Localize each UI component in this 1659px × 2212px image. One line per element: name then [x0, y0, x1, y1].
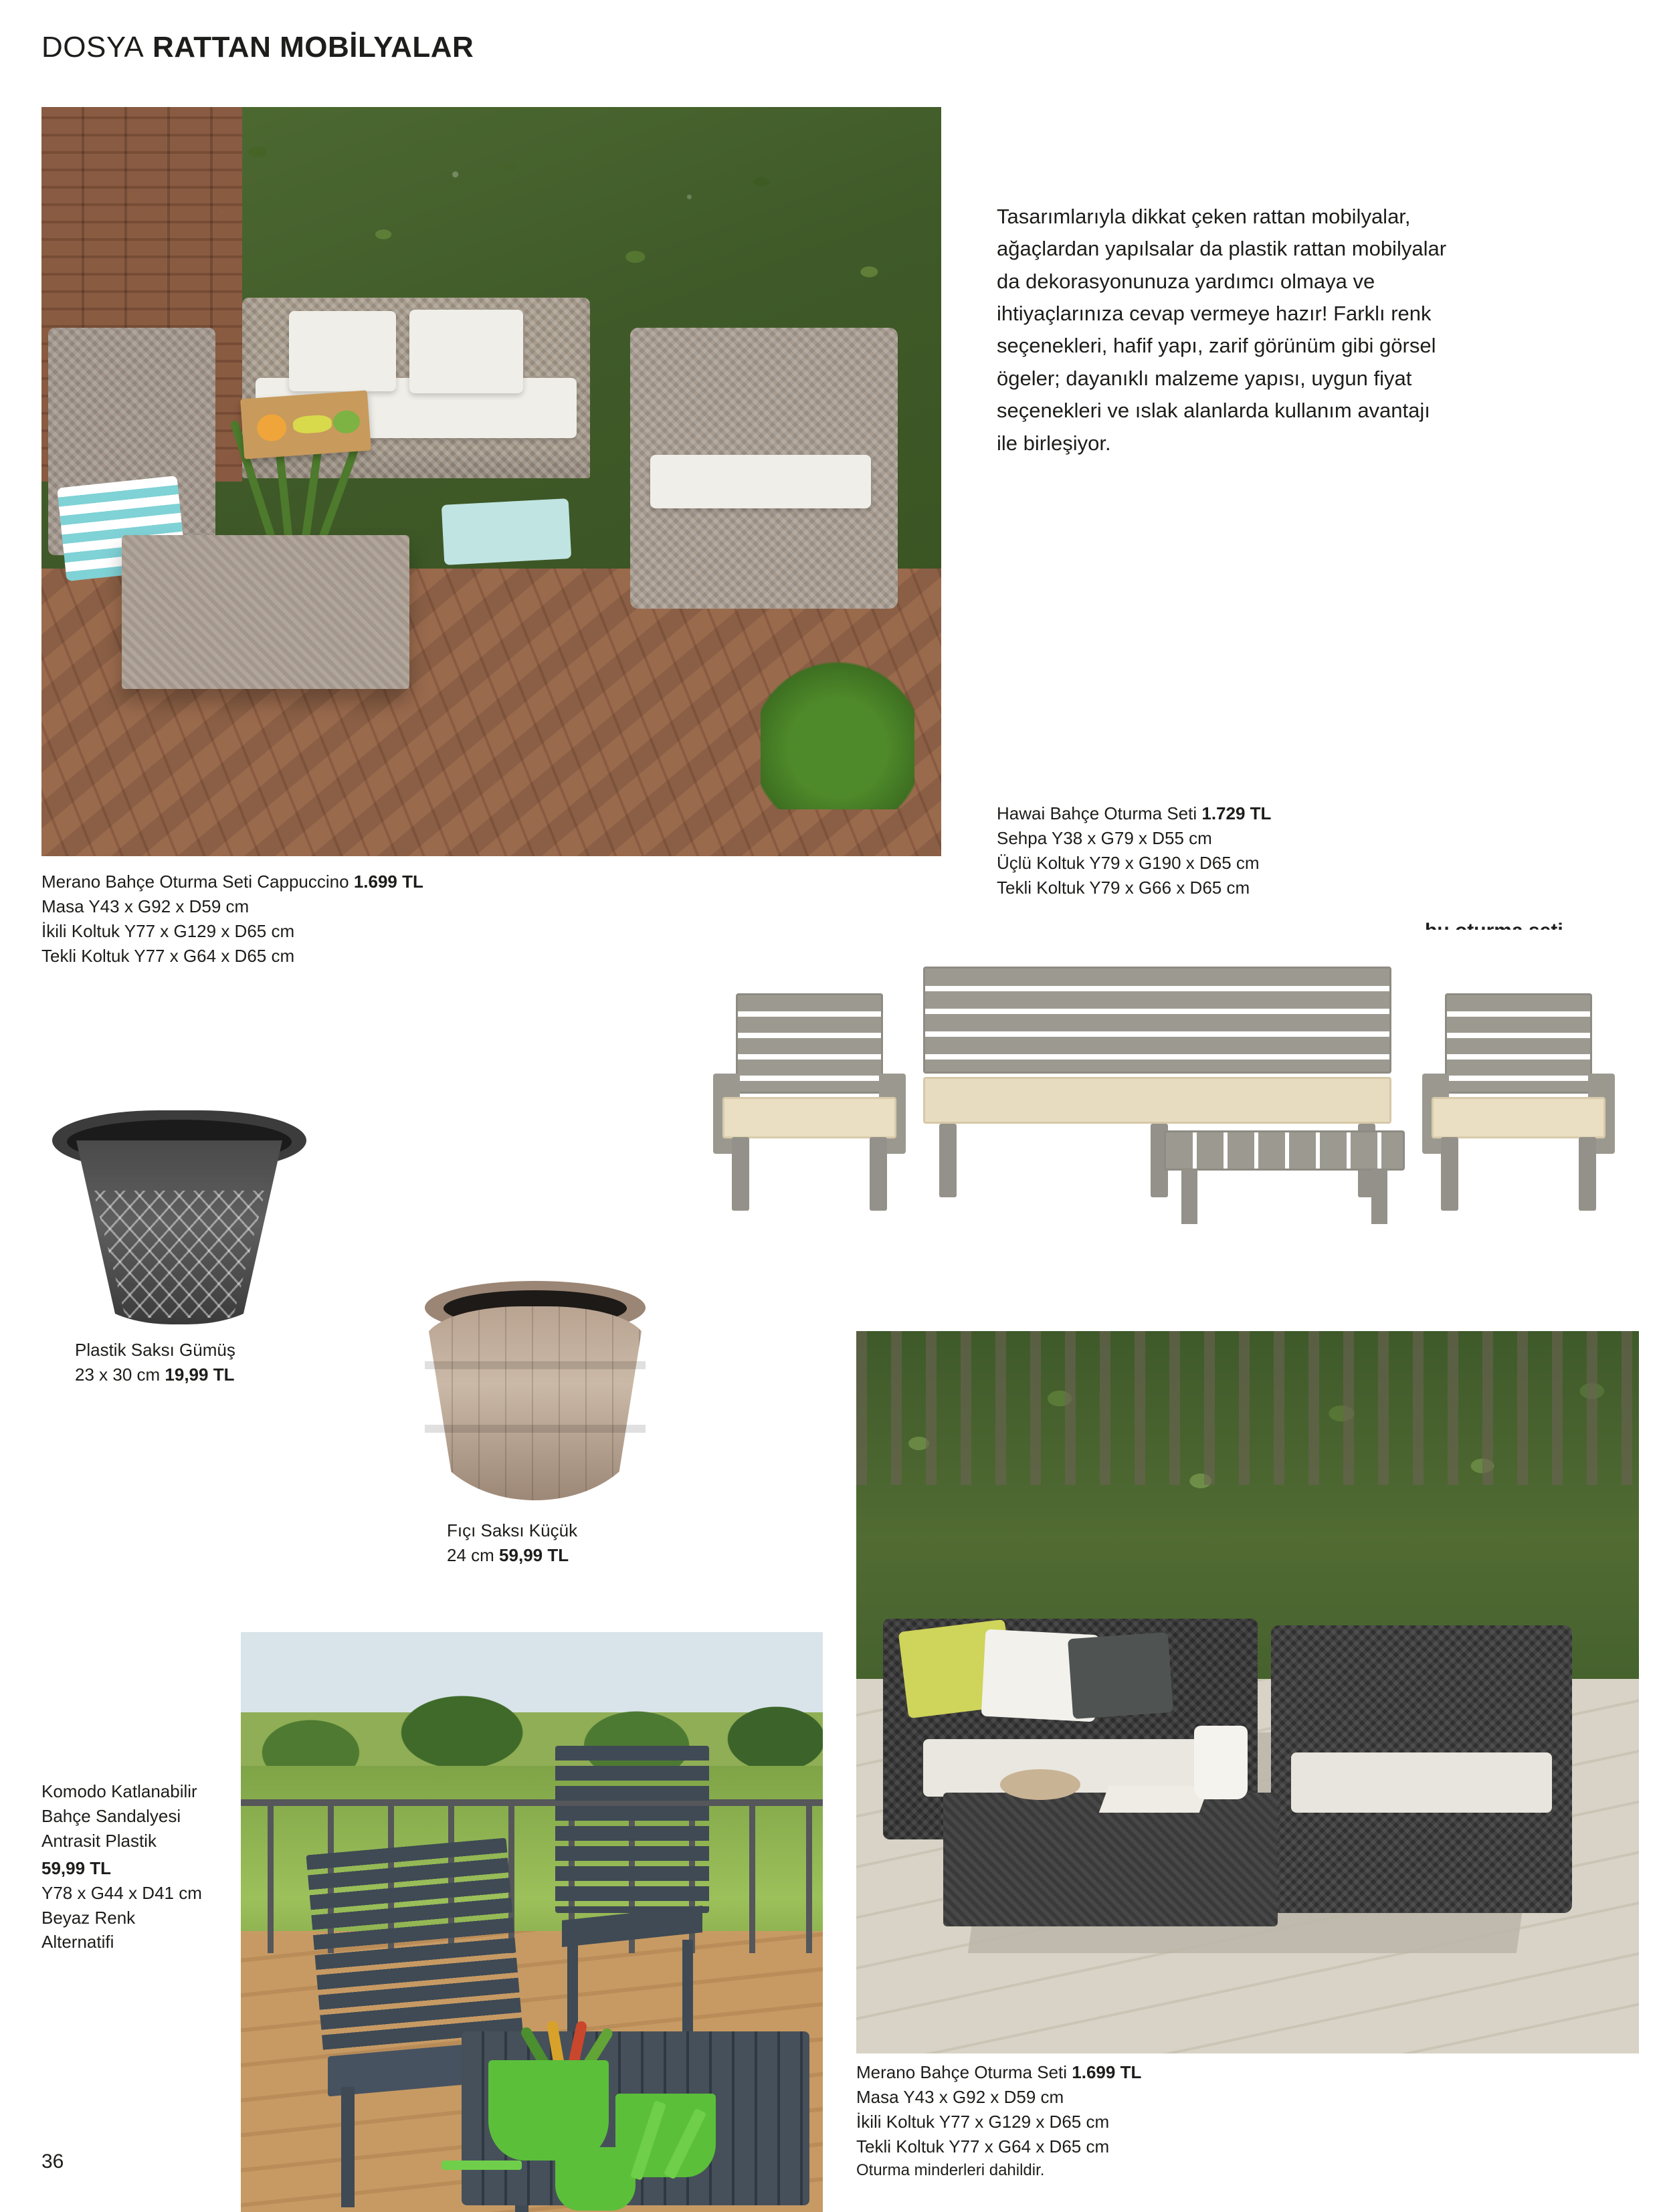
pot-barrel-name: Fıçı Saksı Küçük [447, 1520, 578, 1540]
white-jug [1194, 1726, 1248, 1799]
table-top-slats [1164, 1130, 1405, 1171]
product-image-plastic-pot-silver [52, 1110, 306, 1331]
bench-back-slats [923, 967, 1391, 1074]
caption-merano-cappuccino [41, 870, 550, 969]
hawai-spec-2: Üçlü Koltuk Y79 x G190 x D65 cm [997, 852, 1260, 873]
armchair-back-slats-2 [1445, 993, 1592, 1094]
pot-silver-name: Plastik Saksı Gümüş [75, 1340, 235, 1360]
merano-top-spec-3: Tekli Koltuk Y77 x G64 x D65 cm [41, 945, 295, 966]
komodo-name-2: Bahçe Sandalyesi [41, 1805, 181, 1826]
merano-bottom-note: Oturma minderleri dahildir. [856, 2160, 1045, 2179]
komodo-name-1: Komodo Katlanabilir [41, 1781, 197, 1801]
caption-komodo [41, 1779, 262, 1954]
dark-armchair-cushion [1291, 1752, 1552, 1813]
barrel-body [425, 1306, 646, 1500]
rattan-coffee-table [122, 535, 409, 689]
armchair-seat-cushion-2 [1432, 1097, 1605, 1138]
photo2-floor [696, 1244, 1639, 1344]
armchair-seat-cushion [722, 1097, 896, 1138]
armchair-cushion [650, 455, 871, 508]
caption-pot-silver [75, 1338, 363, 1387]
page-number: 36 [41, 2150, 64, 2173]
shrub [761, 656, 914, 809]
komodo-note-2: Alternatifi [41, 1932, 114, 1952]
barrel-hoop-1 [425, 1361, 646, 1369]
komodo-spec: Y78 x G44 x D41 cm [41, 1882, 202, 1903]
cookie-plate [1000, 1769, 1080, 1800]
photo-merano-dark-garden [856, 1331, 1639, 2053]
banana-fruit [292, 414, 332, 434]
hawai-armchair-left [709, 993, 910, 1214]
armchair-back-slats [736, 993, 883, 1094]
pot-barrel-size: 24 cm [447, 1544, 494, 1565]
photo-merano-cappuccino-terrace [41, 107, 941, 856]
merano-top-spec-2: İkili Koltuk Y77 x G129 x D65 cm [41, 920, 295, 941]
hawai-name: Hawai Bahçe Oturma Seti [997, 803, 1197, 823]
merano-bottom-spec-3: Tekli Koltuk Y77 x G64 x D65 cm [856, 2136, 1110, 2156]
wooden-serving-tray [240, 390, 371, 459]
orange-fruit [256, 413, 288, 442]
green-pot-small [555, 2147, 636, 2211]
garden-rake [442, 2160, 522, 2170]
pot-silver-price: 19,99 TL [165, 1364, 235, 1385]
mint-cushion [442, 498, 571, 565]
merano-top-spec-1: Masa Y43 x G92 x D59 cm [41, 896, 250, 916]
grey-pillow [1068, 1632, 1173, 1719]
bench-seat-cushion [923, 1077, 1391, 1124]
komodo-name-3: Antrasit Plastik [41, 1830, 157, 1851]
photo-komodo-folding-chairs [241, 1632, 823, 2212]
caption-merano-bottom [856, 2060, 1391, 2182]
barrel-hoop-2 [425, 1425, 646, 1433]
product-image-barrel-pot [418, 1281, 652, 1508]
merano-bottom-price: 1.699 TL [1072, 2062, 1142, 2082]
wooden-fence [856, 1331, 1639, 1485]
hawai-spec-1: Sehpa Y38 x G79 x D55 cm [997, 827, 1212, 848]
intro-paragraph: Tasarımlarıyla dikkat çeken rattan mobilyalar, ağaçlardan yapılsalar da plastik rattan mobilyalar da dekorasyonunuza yardımcı olmaya ve ihtiyaçlarınıza cevap vermeye hazır! Farklı renk seçenekleri, hafif yapı, zarif görünüm gibi görsel ögeler; dayanıklı malzeme yapısı, uygun fiyat seçenekleri ve ıslak alanlarda kullanım avantajı ile birleşiyor. [997, 205, 1447, 455]
sofa-back-pillow-2 [409, 310, 523, 393]
dark-coffee-table [943, 1793, 1278, 1926]
magazine [1099, 1786, 1209, 1813]
komodo-note-1: Beyaz Renk [41, 1907, 136, 1928]
green-fruit [332, 409, 361, 434]
croton-plant [495, 1926, 622, 2080]
rattan-armchair-right [630, 328, 898, 609]
caption-hawai [997, 801, 1465, 900]
hawai-coffee-table [1164, 1130, 1405, 1224]
header-kicker: DOSYA [41, 31, 144, 64]
merano-bottom-spec-1: Masa Y43 x G92 x D59 cm [856, 2086, 1064, 2107]
page-header [41, 31, 474, 64]
merano-bottom-spec-2: İkili Koltuk Y77 x G129 x D65 cm [856, 2111, 1110, 2132]
komodo-price: 59,99 TL [41, 1857, 112, 1878]
dark-rattan-armchair [1271, 1625, 1572, 1913]
hawai-price: 1.729 TL [1201, 803, 1272, 823]
green-pot-large [488, 2060, 609, 2160]
hawai-armchair-right [1418, 993, 1619, 1214]
merano-top-name: Merano Bahçe Oturma Seti Cappuccino [41, 872, 349, 892]
pot-silver-size: 23 x 30 cm [75, 1364, 161, 1385]
merano-top-price: 1.699 TL [353, 872, 423, 892]
caption-pot-barrel [447, 1518, 701, 1568]
sofa-back-pillow-1 [289, 311, 396, 391]
hawai-spec-3: Tekli Koltuk Y79 x G66 x D65 cm [997, 877, 1250, 898]
merano-bottom-name: Merano Bahçe Oturma Seti [856, 2062, 1068, 2082]
pot-barrel-price: 59,99 TL [499, 1544, 569, 1565]
page-title: RATTAN MOBİLYALAR [153, 31, 474, 64]
photo-hawai-set [696, 930, 1639, 1344]
